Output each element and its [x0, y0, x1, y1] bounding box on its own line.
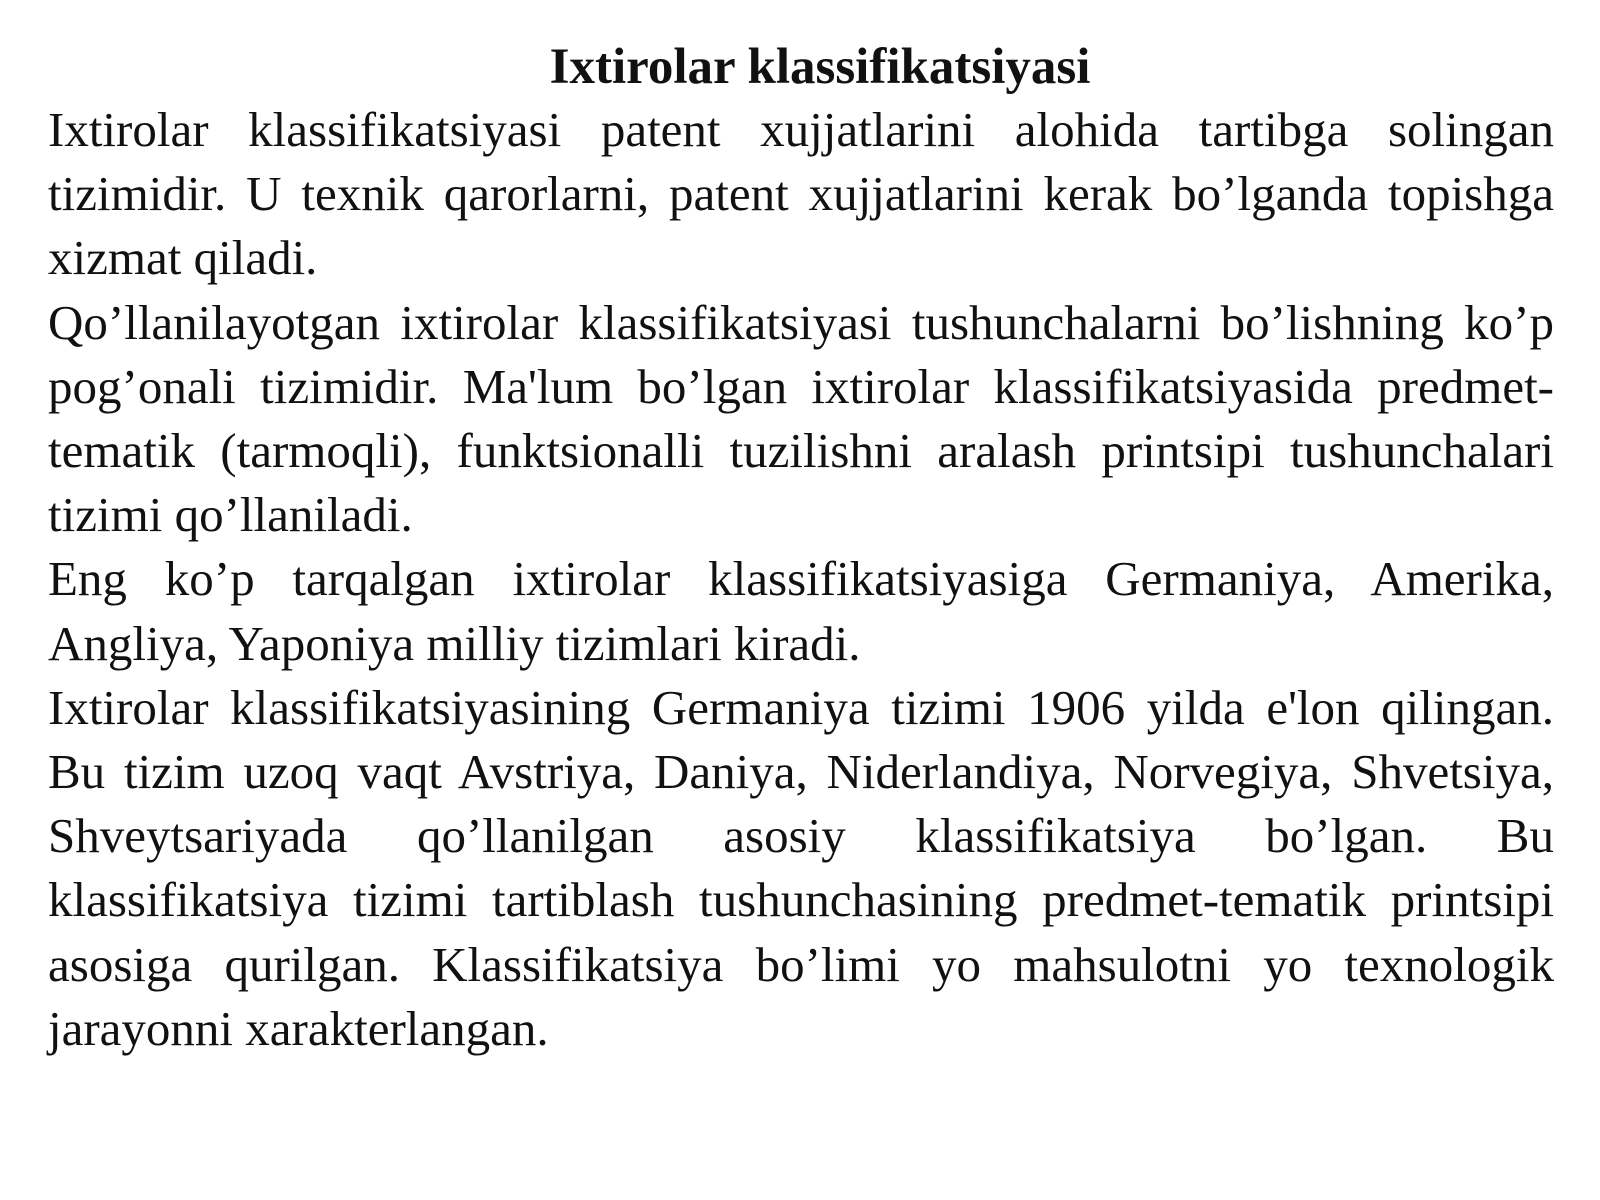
paragraph-3: Eng ko’p tarqalgan ixtirolar klassifikatsiyasiga Germaniya, Amerika, Angliya, Yaponiya milliy tizimlari kiradi.: [48, 551, 1554, 671]
document-title: Ixtirolar klassifikatsiyasi: [549, 39, 1091, 95]
document-body: [48, 98, 1554, 1061]
paragraph-2: Qo’llanilayotgan ixtirolar klassifikatsiyasi tushunchalarni bo’lishning ko’p pog’onali tizimidir. Ma'lum bo’lgan ixtirolar klassifikatsiyasida predmet-tematik (tarmoqli), funktsionalli tuzilishni aralash printsipi tushunchalari tizimi qo’llaniladi.: [48, 294, 1554, 543]
paragraph-1: Ixtirolar klassifikatsiyasi patent xujjatlarini alohida tartibga solingan tizimidir. U texnik qarorlarni, patent xujjatlarini kerak bo’lganda topishga xizmat qiladi.: [48, 102, 1554, 286]
paragraph-4: Ixtirolar klassifikatsiyasining Germaniya tizimi 1906 yilda e'lon qilingan. Bu tizim uzoq vaqt Avstriya, Daniya, Niderlandiya, Norvegiya, Shvetsiya, Shveytsariyada qo’llanilgan asosiy klassifikatsiya bo’lgan. Bu klassifikatsiya tizimi tartiblash tushunchasining predmet-tematik printsipi asosiga qurilgan. Klassifikatsiya bo’limi yo mahsulotni yo texnologik jarayonni xarakterlangan.: [48, 679, 1554, 1056]
